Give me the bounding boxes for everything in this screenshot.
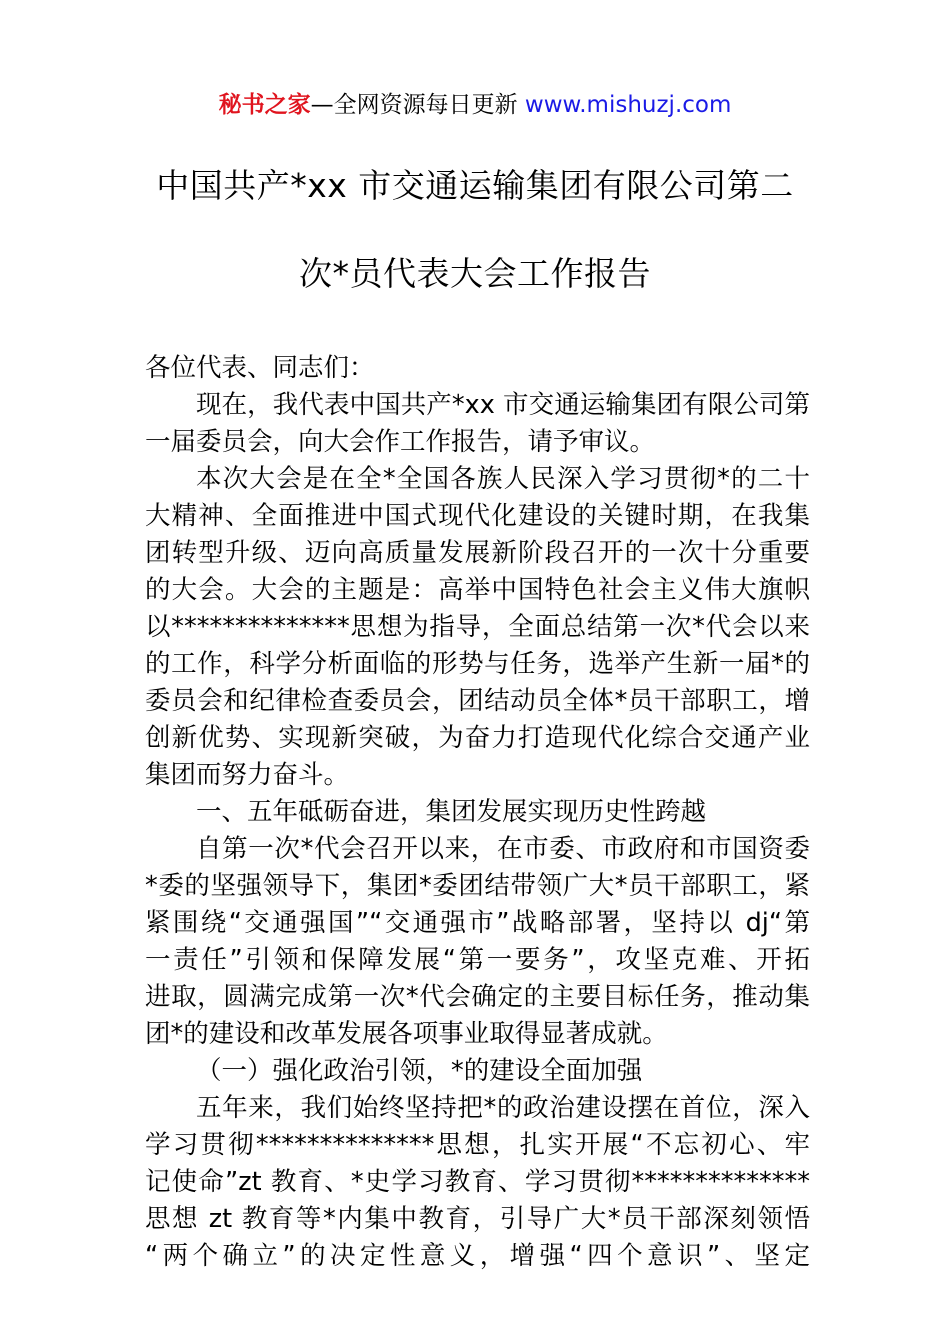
paragraph-line: 本次大会是在全*全国各族人民深入学习贯彻*的二十 <box>196 464 810 494</box>
paragraph-line: 大精神、全面推进中国式现代化建设的关键时期，在我集 <box>145 501 810 531</box>
paragraph-line: 团转型升级、迈向高质量发展新阶段召开的一次十分重要 <box>145 538 810 568</box>
title-line-1: 中国共产*xx 市交通运输集团有限公司第二 <box>156 166 794 205</box>
paragraph-line: 记使命”zt 教育、*史学习教育、学习贯彻************** <box>145 1167 810 1197</box>
paragraph-line: 一责任”引领和保障发展“第一要务”，攻坚克难、开拓 <box>145 945 810 975</box>
paragraph-line: 集团而努力奋斗。 <box>145 760 350 790</box>
paragraph-line: 学习贯彻**************思想，扎实开展“不忘初心、牢 <box>145 1130 810 1160</box>
subsection-heading: （一）强化政治引领，*的建设全面加强 <box>196 1056 643 1086</box>
paragraph-line: 创新优势、实现新突破，为奋力打造现代化综合交通产业 <box>145 723 810 753</box>
watermark-text: —全网资源每日更新 <box>310 92 525 118</box>
paragraph-line: 紧围绕“交通强国”“交通强市”战略部署，坚持以 dj“第 <box>145 908 810 938</box>
paragraph-line: 进取，圆满完成第一次*代会确定的主要目标任务，推动集 <box>145 982 810 1012</box>
document-body <box>145 350 810 1275</box>
paragraph-line: 的工作，科学分析面临的形势与任务，选举产生新一届*的 <box>145 649 810 679</box>
watermark-brand: 秘书之家 <box>218 92 311 118</box>
paragraph-line: 以**************思想为指导，全面总结第一次*代会以来 <box>145 612 810 642</box>
paragraph-line: 委员会和纪律检查委员会，团结动员全体*员干部职工，增 <box>145 686 810 716</box>
paragraph-line: 五年来，我们始终坚持把*的政治建设摆在首位，深入 <box>196 1093 810 1123</box>
title-line-2: 次*员代表大会工作报告 <box>299 254 651 293</box>
salutation: 各位代表、同志们： <box>145 353 375 383</box>
paragraph-line: 的大会。大会的主题是：高举中国特色社会主义伟大旗帜 <box>145 575 810 605</box>
paragraph-line: 现在，我代表中国共产*xx 市交通运输集团有限公司第 <box>196 390 810 420</box>
paragraph-line: 一届委员会，向大会作工作报告，请予审议。 <box>145 427 656 457</box>
paragraph-line: 思想 zt 教育等*内集中教育，引导广大*员干部深刻领悟 <box>145 1204 810 1234</box>
paragraph-line: “两个确立”的决定性意义，增强“四个意识”、坚定 <box>145 1241 810 1271</box>
document-title <box>128 160 822 336</box>
paragraph-line: 团*的建设和改革发展各项事业取得显著成就。 <box>145 1019 668 1049</box>
paragraph-line: *委的坚强领导下，集团*委团结带领广大*员干部职工，紧 <box>145 871 810 901</box>
section-heading: 一、五年砥砺奋进，集团发展实现历史性跨越 <box>196 797 707 827</box>
paragraph-line: 自第一次*代会召开以来，在市委、市政府和市国资委 <box>196 834 810 864</box>
watermark-url-link[interactable]: www.mishuzj.com <box>524 92 732 118</box>
watermark-header <box>0 89 950 121</box>
